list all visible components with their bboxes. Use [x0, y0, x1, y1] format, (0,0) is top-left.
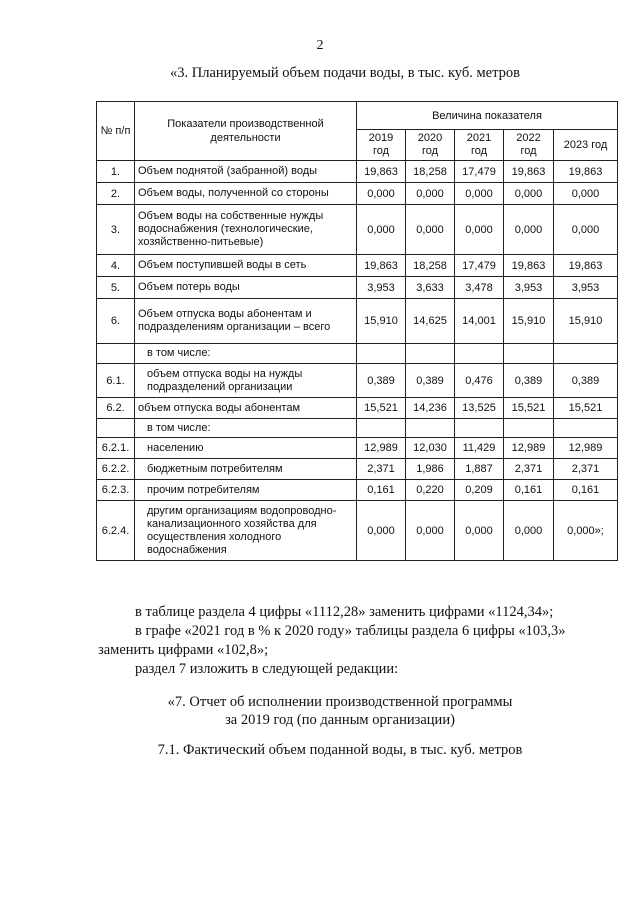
row-value: 0,000»; — [554, 501, 618, 561]
row-value: 2,371 — [357, 459, 406, 480]
row-value: 0,389 — [504, 364, 554, 398]
row-num: 4. — [97, 255, 135, 277]
row-value: 0,000 — [455, 205, 504, 255]
water-supply-table — [96, 101, 618, 561]
row-value — [357, 419, 406, 438]
row-value: 18,258 — [406, 255, 455, 277]
row-value — [455, 344, 504, 364]
row-value: 0,000 — [406, 183, 455, 205]
section7-title-line-2: за 2019 год (по данным организации) — [225, 712, 455, 728]
row-num: 2. — [97, 183, 135, 205]
page-number: 2 — [316, 38, 324, 53]
row-value: 12,989 — [554, 438, 618, 459]
table-row — [97, 344, 618, 364]
row-num: 6.2.4. — [97, 501, 135, 561]
table-row — [97, 398, 618, 419]
row-value: 15,910 — [554, 299, 618, 344]
row-value: 0,000 — [357, 183, 406, 205]
row-value: 0,000 — [504, 183, 554, 205]
row-value: 19,863 — [554, 255, 618, 277]
table-row — [97, 501, 618, 561]
table-row — [97, 205, 618, 255]
row-indicator: Объем поступившей воды в сеть — [135, 255, 357, 277]
row-value: 0,161 — [554, 480, 618, 501]
row-value — [504, 344, 554, 364]
row-indicator: другим организациям водопроводно-канализационного хозяйства для осуществления холодного водоснабжения — [135, 501, 357, 561]
paragraph-2-line-2: заменить цифрами «102,8»; — [98, 642, 269, 658]
row-value — [406, 344, 455, 364]
header-year: 2022 год — [504, 130, 554, 161]
row-indicator: прочим потребителям — [135, 480, 357, 501]
row-value: 17,479 — [455, 255, 504, 277]
row-value: 0,000 — [406, 501, 455, 561]
row-value: 0,000 — [554, 183, 618, 205]
row-value: 14,001 — [455, 299, 504, 344]
row-value: 18,258 — [406, 161, 455, 183]
header-year: 2023 год — [554, 130, 618, 161]
row-indicator: в том числе: — [135, 419, 357, 438]
section-title: «3. Планируемый объем подачи воды, в тыс. куб. метров — [170, 65, 520, 81]
row-value: 12,030 — [406, 438, 455, 459]
row-value: 15,521 — [357, 398, 406, 419]
row-indicator: населению — [135, 438, 357, 459]
row-value: 19,863 — [504, 161, 554, 183]
row-indicator: объем отпуска воды на нужды подразделений организации — [135, 364, 357, 398]
header-year: 2020 год — [406, 130, 455, 161]
table-row — [97, 480, 618, 501]
row-value: 13,525 — [455, 398, 504, 419]
row-value: 0,000 — [357, 205, 406, 255]
row-value: 0,000 — [406, 205, 455, 255]
row-value: 19,863 — [357, 161, 406, 183]
table-row — [97, 255, 618, 277]
row-value: 0,389 — [406, 364, 455, 398]
row-num: 6.2. — [97, 398, 135, 419]
section7-subtitle: 7.1. Фактический объем поданной воды, в тыс. куб. метров — [157, 742, 523, 758]
row-value: 2,371 — [504, 459, 554, 480]
row-value: 3,478 — [455, 277, 504, 299]
row-value: 14,625 — [406, 299, 455, 344]
row-value: 2,371 — [554, 459, 618, 480]
row-num: 6.2.3. — [97, 480, 135, 501]
row-indicator: бюджетным потребителям — [135, 459, 357, 480]
table-row — [97, 277, 618, 299]
row-value: 15,521 — [504, 398, 554, 419]
row-indicator: Объем поднятой (забранной) воды — [135, 161, 357, 183]
row-indicator: Объем воды, полученной со стороны — [135, 183, 357, 205]
header-magnitude: Величина показателя — [357, 102, 618, 130]
row-indicator: Объем отпуска воды абонентам и подразделениям организации – всего — [135, 299, 357, 344]
row-value: 0,000 — [554, 205, 618, 255]
table-row — [97, 183, 618, 205]
row-indicator: в том числе: — [135, 344, 357, 364]
row-num: 6. — [97, 299, 135, 344]
row-value: 3,953 — [554, 277, 618, 299]
table-row — [97, 299, 618, 344]
row-num: 6.2.1. — [97, 438, 135, 459]
row-num — [97, 419, 135, 438]
row-value: 0,161 — [357, 480, 406, 501]
row-value: 11,429 — [455, 438, 504, 459]
row-value: 0,000 — [504, 205, 554, 255]
row-value: 15,521 — [554, 398, 618, 419]
table-row — [97, 364, 618, 398]
section7-title-line-1: «7. Отчет об исполнении производственной программы — [167, 694, 513, 710]
row-value: 0,000 — [504, 501, 554, 561]
row-value — [504, 419, 554, 438]
row-indicator: Объем потерь воды — [135, 277, 357, 299]
row-value: 0,000 — [357, 501, 406, 561]
row-value: 0,389 — [357, 364, 406, 398]
row-value: 0,161 — [504, 480, 554, 501]
row-value: 0,220 — [406, 480, 455, 501]
header-year: 2021 год — [455, 130, 504, 161]
table-row — [97, 438, 618, 459]
row-value: 3,953 — [504, 277, 554, 299]
row-value: 3,953 — [357, 277, 406, 299]
row-num — [97, 344, 135, 364]
row-value: 0,209 — [455, 480, 504, 501]
row-value: 0,389 — [554, 364, 618, 398]
row-value: 1,887 — [455, 459, 504, 480]
table-row — [97, 161, 618, 183]
row-num: 6.2.2. — [97, 459, 135, 480]
row-value — [406, 419, 455, 438]
row-num: 1. — [97, 161, 135, 183]
row-value: 1,986 — [406, 459, 455, 480]
paragraph-3: раздел 7 изложить в следующей редакции: — [135, 661, 399, 677]
row-value: 12,989 — [357, 438, 406, 459]
row-num: 6.1. — [97, 364, 135, 398]
row-value: 19,863 — [504, 255, 554, 277]
row-value: 14,236 — [406, 398, 455, 419]
row-value: 19,863 — [554, 161, 618, 183]
row-value: 19,863 — [357, 255, 406, 277]
row-value: 12,989 — [504, 438, 554, 459]
paragraph-2-line-1: в графе «2021 год в % к 2020 году» таблицы раздела 6 цифры «103,3» — [135, 623, 566, 639]
row-num: 5. — [97, 277, 135, 299]
header-num: № п/п — [97, 102, 135, 161]
row-value: 0,000 — [455, 501, 504, 561]
paragraph-1: в таблице раздела 4 цифры «1112,28» заменить цифрами «1124,34»; — [135, 604, 554, 620]
row-value: 3,633 — [406, 277, 455, 299]
row-indicator: объем отпуска воды абонентам — [135, 398, 357, 419]
row-value — [357, 344, 406, 364]
row-num: 3. — [97, 205, 135, 255]
table-row — [97, 459, 618, 480]
row-value: 15,910 — [504, 299, 554, 344]
row-value — [554, 419, 618, 438]
row-value: 15,910 — [357, 299, 406, 344]
row-value: 0,000 — [455, 183, 504, 205]
table-row — [97, 419, 618, 438]
row-value: 0,476 — [455, 364, 504, 398]
row-value: 17,479 — [455, 161, 504, 183]
row-value — [554, 344, 618, 364]
row-indicator: Объем воды на собственные нужды водоснабжения (технологические, хозяйственно-питьевые) — [135, 205, 357, 255]
header-indicator: Показатели производственной деятельности — [135, 102, 357, 161]
header-year: 2019 год — [357, 130, 406, 161]
row-value — [455, 419, 504, 438]
table-header-row — [97, 102, 618, 130]
